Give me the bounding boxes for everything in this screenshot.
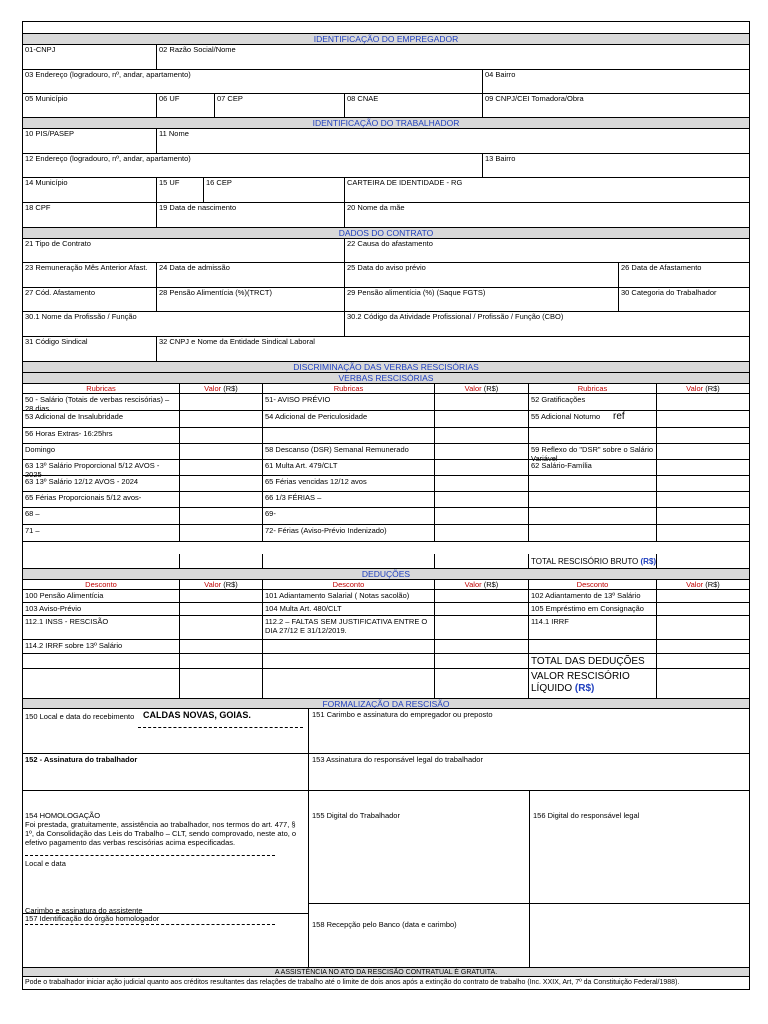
verbas-total-row <box>23 554 749 568</box>
deducao-label: 102 Adiantamento de 13º Salário <box>531 591 641 600</box>
bairro-empregador-field[interactable] <box>483 70 749 93</box>
col-rubricas-1: Rubricas <box>23 384 180 393</box>
razao-social-field[interactable] <box>157 45 749 69</box>
deducao-desconto-1 <box>23 590 180 602</box>
verbas-rubrica-label: 50 - Salário (Totais de verbas rescisórias) – 28 dias <box>25 395 170 413</box>
tomadora-field[interactable] <box>483 94 749 117</box>
cod-afastamento-field[interactable] <box>23 288 157 311</box>
verbas-valor-3[interactable] <box>657 525 749 541</box>
verbas-rubrica-label: 63 13º Salário 12/12 AVOS - 2024 <box>25 477 139 486</box>
cep-trabalhador-label: 16 CEP <box>206 178 232 187</box>
verbas-valor-1[interactable] <box>180 508 263 524</box>
endereco-empregador-label: 03 Endereço (logradouro, nº, andar, apartamento) <box>25 70 191 79</box>
deducoes-column-headers <box>23 580 749 590</box>
verbas-rubrica-1 <box>23 428 180 443</box>
digital-trabalhador-label: 155 Digital do Trabalhador <box>312 811 400 820</box>
section-header-trabalhador: IDENTIFICAÇÃO DO TRABALHADOR <box>23 118 749 129</box>
verbas-row <box>23 460 749 479</box>
col-desconto-2: Desconto <box>263 580 435 589</box>
verbas-valor-1[interactable] <box>180 428 263 443</box>
verbas-valor-1[interactable] <box>180 460 263 475</box>
verbas-valor-3[interactable] <box>657 394 749 410</box>
verbas-rubrica-3 <box>529 460 657 475</box>
verbas-rubrica-2 <box>263 508 435 524</box>
cnpj-field[interactable] <box>23 45 157 69</box>
deducao-label: 101 Adiantamento Salarial ( Notas sacolão) <box>265 591 410 600</box>
cnpj-label: 01-CNPJ <box>25 45 56 54</box>
verbas-rubrica-label: 69- <box>265 509 276 518</box>
verbas-valor-3[interactable] <box>657 476 749 491</box>
deducao-desconto-3 <box>529 603 657 615</box>
top-blank-row <box>23 22 749 34</box>
verbas-rubrica-2 <box>263 525 435 541</box>
deducao-valor-2[interactable] <box>435 603 529 615</box>
deducao-desconto-3 <box>529 590 657 602</box>
verbas-valor-1[interactable] <box>180 444 263 459</box>
footer-gratuita: A ASSISTÊNCIA NO ATO DA RESCISÃO CONTRATUAL É GRATUITA. <box>23 967 749 977</box>
cpf-field[interactable] <box>23 203 157 227</box>
col-rubricas-3: Rubricas <box>529 384 657 393</box>
verbas-rubrica-label: Domingo <box>25 445 56 454</box>
deducoes-row <box>23 590 749 603</box>
verbas-valor-3[interactable] <box>657 444 749 459</box>
total-bruto-value[interactable] <box>657 554 749 568</box>
verbas-valor-2[interactable] <box>435 444 529 459</box>
local-data-recebimento-field[interactable] <box>23 709 308 753</box>
rg-field[interactable] <box>345 178 749 202</box>
deducao-valor-2[interactable] <box>435 640 529 653</box>
local-e-data-label: Local e data <box>25 859 66 868</box>
verbas-row <box>23 525 749 542</box>
assinatura-trabalhador-label: 152 - Assinatura do trabalhador <box>25 755 138 764</box>
deducoes-row <box>23 640 749 654</box>
municipio-trabalhador-field[interactable] <box>23 178 157 202</box>
cbo-label: 30.2 Código da Atividade Profissional / Profissão / Função (CBO) <box>347 312 564 321</box>
verbas-rubrica-2 <box>263 394 435 410</box>
col-ded-valor-3: Valor (R$) <box>686 580 720 589</box>
cnae-field[interactable] <box>345 94 483 117</box>
municipio-empregador-field[interactable] <box>23 94 157 117</box>
section-header-formalizacao: FORMALIZAÇÃO DA RESCISÃO <box>23 698 749 709</box>
trct-form <box>22 21 750 990</box>
verbas-row <box>23 508 749 525</box>
verbas-rubrica-2 <box>263 444 435 459</box>
verbas-rubrica-label: 53 Adicional de Insalubridade <box>25 412 123 421</box>
verbas-rubrica-label: 55 Adicional Noturno <box>531 412 601 421</box>
codigo-sindical-label: 31 Código Sindical <box>25 337 88 346</box>
deducao-label: 105 Empréstimo em Consignação <box>531 604 644 613</box>
verbas-valor-2[interactable] <box>435 460 529 475</box>
cep-empregador-label: 07 CEP <box>217 94 243 103</box>
total-deducoes-value[interactable] <box>657 654 749 668</box>
liquido-label-cell <box>529 669 657 698</box>
digital-trabalhador-field[interactable] <box>308 790 529 903</box>
section-header-empregador: IDENTIFICAÇÃO DO EMPREGADOR <box>23 34 749 45</box>
admissao-label: 24 Data de admissão <box>159 263 230 272</box>
liq-blank-1 <box>23 669 180 698</box>
nascimento-label: 19 Data de nascimento <box>159 203 237 212</box>
liquido-row <box>23 669 749 698</box>
verbas-rubrica-3 <box>529 444 657 463</box>
verbas-total-blank-2 <box>180 554 263 568</box>
deducao-label: 103 Aviso-Prévio <box>25 604 82 613</box>
verbas-rubrica-3 <box>529 492 657 507</box>
causa-afastamento-label: 22 Causa do afastamento <box>347 239 433 248</box>
recepcao-banco-label: 158 Recepção pelo Banco (data e carimbo) <box>312 920 457 929</box>
cidade-value: CALDAS NOVAS, GOIAS. <box>143 710 251 720</box>
col-rubricas-2: Rubricas <box>263 384 435 393</box>
verbas-valor-1[interactable] <box>180 394 263 410</box>
deducao-valor-1[interactable] <box>180 603 263 615</box>
digital-responsavel-field[interactable] <box>529 790 749 903</box>
entidade-sindical-label: 32 CNPJ e Nome da Entidade Sindical Laboral <box>159 337 315 346</box>
deducao-valor-3[interactable] <box>657 603 749 615</box>
codigo-sindical-field[interactable] <box>23 337 157 361</box>
verbas-rubrica-3 <box>529 476 657 491</box>
liq-blank-4 <box>435 669 529 698</box>
municipio-trabalhador-label: 14 Município <box>25 178 68 187</box>
verbas-row <box>23 411 749 428</box>
row-municipio-empregador <box>23 94 749 118</box>
orgao-homologador-label: 157 Identificação do órgão homologador <box>25 914 160 923</box>
verbas-rubrica-3 <box>529 428 657 443</box>
deducoes-row <box>23 616 749 640</box>
deducao-valor-1[interactable] <box>180 616 263 639</box>
footer-aviso-judicial: Pode o trabalhador iniciar ação judicial quanto aos créditos resultantes das relações de trabalho até o limite de dois anos após a extinção do contrato de trabalho (Inc. XXIX, Art, 7º da Constituição Federal/1988). <box>25 979 680 986</box>
deducao-desconto-3 <box>529 616 657 639</box>
deducao-desconto-1 <box>23 640 180 653</box>
row-endereco-trabalhador <box>23 154 749 178</box>
verbas-rubrica-label: 51- AVISO PRÉVIO <box>265 395 331 404</box>
row-endereco-empregador <box>23 70 749 94</box>
deducao-label: 112.1 INSS - RESCISÃO <box>25 617 109 626</box>
tipo-contrato-label: 21 Tipo de Contrato <box>25 239 91 248</box>
deducao-desconto-2 <box>263 640 435 653</box>
deducao-valor-3[interactable] <box>657 616 749 639</box>
cep-empregador-field[interactable] <box>215 94 345 117</box>
verbas-rubrica-1 <box>23 444 180 459</box>
carimbo-assistente-label: Carimbo e assinatura do assistente <box>25 906 143 915</box>
deducao-valor-1[interactable] <box>180 640 263 653</box>
verbas-rubrica-label: 62 Salário-Família <box>531 461 592 470</box>
liq-blank-2 <box>180 669 263 698</box>
afastamento-field[interactable] <box>619 263 749 287</box>
total-deducoes-label-cell <box>529 654 657 668</box>
col-ded-valor-1: Valor (R$) <box>180 580 263 589</box>
verbas-valor-3[interactable] <box>657 508 749 524</box>
ded-total-blank-4 <box>435 654 529 668</box>
verbas-row <box>23 492 749 508</box>
verbas-row <box>23 394 749 411</box>
nascimento-field[interactable] <box>157 203 345 227</box>
section-header-deducoes: DEDUÇÕES <box>23 568 749 580</box>
verbas-rubrica-2 <box>263 476 435 491</box>
verbas-rubrica-2 <box>263 411 435 427</box>
mae-field[interactable] <box>345 203 749 227</box>
deducao-valor-3[interactable] <box>657 640 749 653</box>
verbas-rubrica-1 <box>23 525 180 541</box>
deducao-desconto-2 <box>263 603 435 615</box>
homologacao-field[interactable] <box>23 790 308 913</box>
deducao-label: 104 Multa Art. 480/CLT <box>265 604 342 613</box>
cep-trabalhador-field[interactable] <box>204 178 345 202</box>
categoria-label: 30 Categoria do Trabalhador <box>621 288 717 297</box>
verbas-rubrica-label: 58 Descanso (DSR) Semanal Remunerado <box>265 445 409 454</box>
categoria-field[interactable] <box>619 288 749 311</box>
assinatura-responsavel-field[interactable] <box>308 753 749 790</box>
verbas-rubrica-label: 65 Férias vencidas 12/12 avos <box>265 477 367 486</box>
nome-label: 11 Nome <box>159 129 189 138</box>
verbas-rubrica-1 <box>23 460 180 479</box>
verbas-rubrica-2 <box>263 492 435 507</box>
mae-label: 20 Nome da mãe <box>347 203 405 212</box>
tipo-contrato-field[interactable] <box>23 239 345 262</box>
col-desconto-3: Desconto <box>529 580 657 589</box>
verbas-valor-2[interactable] <box>435 492 529 507</box>
verbas-rubrica-1 <box>23 476 180 491</box>
col-desconto-1: Desconto <box>23 580 180 589</box>
row-cnpj-razao <box>23 45 749 70</box>
verbas-rubrica-label: 72- Férias (Aviso-Prévio Indenizado) <box>265 526 387 535</box>
row-cod-afastamento <box>23 288 749 312</box>
verbas-valor-2[interactable] <box>435 525 529 541</box>
verbas-rubrica-1 <box>23 508 180 524</box>
deducao-desconto-1 <box>23 616 180 639</box>
row-remuneracao <box>23 263 749 288</box>
verbas-valor-3[interactable] <box>657 492 749 507</box>
verbas-valor-1[interactable] <box>180 492 263 507</box>
remuneracao-label: 23 Remuneração Mês Anterior Afast. <box>25 263 148 272</box>
verbas-rubrica-label: 59 Reflexo do "DSR" sobre o Salário Variável <box>531 445 654 463</box>
deducao-valor-2[interactable] <box>435 616 529 639</box>
deducao-valor-2[interactable] <box>435 590 529 602</box>
verbas-column-headers <box>23 384 749 394</box>
digital-responsavel-label: 156 Digital do responsável legal <box>533 811 640 820</box>
assinatura-responsavel-label: 153 Assinatura do responsável legal do trabalhador <box>312 755 483 764</box>
cnae-label: 08 CNAE <box>347 94 379 103</box>
ded-total-blank-1 <box>23 654 180 668</box>
cbo-field[interactable] <box>345 312 749 336</box>
uf-trabalhador-label: 15 UF <box>159 178 180 187</box>
row-tipo-contrato <box>23 239 749 263</box>
verbas-rubrica-label: 52 Gratificações <box>531 395 586 404</box>
verbas-rubrica-label: 61 Multa Art. 479/CLT <box>265 461 338 470</box>
bairro-trabalhador-field[interactable] <box>483 154 749 177</box>
liq-blank-3 <box>263 669 435 698</box>
col-ded-valor-2: Valor (R$) <box>435 580 529 589</box>
cpf-label: 18 CPF <box>25 203 51 212</box>
aviso-previo-label: 25 Data do aviso prévio <box>347 263 426 272</box>
pensao-trct-label: 28 Pensão Alimentícia (%)(TRCT) <box>159 288 272 297</box>
homologacao-label: 154 HOMOLOGAÇÃO <box>25 811 101 820</box>
total-bruto-label: TOTAL RESCISÓRIO BRUTO (R$) <box>531 557 657 566</box>
municipio-empregador-label: 05 Município <box>25 94 68 103</box>
admissao-field[interactable] <box>157 263 345 287</box>
remuneracao-field[interactable] <box>23 263 157 287</box>
verbas-valor-3[interactable] <box>657 428 749 443</box>
verbas-valor-2[interactable] <box>435 508 529 524</box>
verbas-valor-2[interactable] <box>435 476 529 491</box>
verbas-rubrica-label: 66 1/3 FÉRIAS – <box>265 493 322 502</box>
col-valor-1: Valor (R$) <box>180 384 263 393</box>
homologacao-texto: Foi prestada, gratuitamente, assistência ao trabalhador, nos termos do art. 477, § 1º, da Consolidação das Leis do Trabalho – CLT, sendo comprovado, neste ato, o efetivo pagamento das verbas rescisórias acima especificadas. <box>25 820 297 847</box>
deducao-label: 114.1 IRRF <box>531 617 569 626</box>
verbas-row <box>23 444 749 463</box>
verbas-rubrica-1 <box>23 411 180 427</box>
pensao-trct-field[interactable] <box>157 288 345 311</box>
deducao-valor-1[interactable] <box>180 590 263 602</box>
local-data-label: 150 Local e data do recebimento <box>25 712 135 721</box>
verbas-rubrica-label: 68 – <box>25 509 40 518</box>
afastamento-label: 26 Data de Afastamento <box>621 263 702 272</box>
row-cpf <box>23 203 749 228</box>
verbas-valor-2[interactable] <box>435 394 529 410</box>
verbas-valor-1[interactable] <box>180 525 263 541</box>
row-municipio-trabalhador <box>23 178 749 203</box>
profissao-label: 30.1 Nome da Profissão / Função <box>25 312 137 321</box>
deducao-valor-3[interactable] <box>657 590 749 602</box>
verbas-rubrica-3 <box>529 525 657 541</box>
pis-label: 10 PIS/PASEP <box>25 129 75 138</box>
verbas-valor-2[interactable] <box>435 428 529 443</box>
section-header-verbas: DISCRIMINAÇÃO DAS VERBAS RESCISÓRIAS <box>23 362 749 373</box>
uf-trabalhador-field[interactable] <box>157 178 204 202</box>
cod-afastamento-label: 27 Cód. Afastamento <box>25 288 96 297</box>
bairro-empregador-label: 04 Bairro <box>485 70 516 79</box>
section-header-contrato: DADOS DO CONTRATO <box>23 228 749 239</box>
deducao-label: 112.2 – FALTAS SEM JUSTIFICATIVA ENTRE O DIA 27/12 E 31/12/2019. <box>265 617 428 635</box>
razao-social-label: 02 Razão Social/Nome <box>159 45 236 54</box>
adicional-noturno-ref: ref <box>613 411 625 422</box>
row-pis-nome <box>23 129 749 154</box>
uf-empregador-field[interactable] <box>157 94 215 117</box>
deducao-desconto-1 <box>23 603 180 615</box>
formalizacao-area <box>23 709 749 967</box>
deducao-desconto-2 <box>263 616 435 639</box>
causa-afastamento-field[interactable] <box>345 239 749 262</box>
deducoes-row <box>23 603 749 616</box>
endereco-trabalhador-field[interactable] <box>23 154 483 177</box>
verbas-valor-1[interactable] <box>180 476 263 491</box>
aviso-previo-field[interactable] <box>345 263 619 287</box>
orgao-homologador-field[interactable] <box>23 913 308 967</box>
bairro-trabalhador-label: 13 Bairro <box>485 154 516 163</box>
verbas-valor-3[interactable] <box>657 411 749 427</box>
verbas-rubrica-1 <box>23 394 180 413</box>
verbas-rubrica-label: 56 Horas Extras- 16:25hrs <box>25 429 113 438</box>
carimbo-empregador-label: 151 Carimbo e assinatura do empregador ou preposto <box>312 710 493 719</box>
verbas-valor-1[interactable] <box>180 411 263 427</box>
verbas-rubrica-label: 71 – <box>25 526 40 535</box>
deducoes-table <box>23 580 749 698</box>
verbas-rubrica-1 <box>23 492 180 507</box>
row-profissao <box>23 312 749 337</box>
total-deducoes-label: TOTAL DAS DEDUÇÕES <box>531 656 645 667</box>
row-sindical <box>23 337 749 362</box>
endereco-trabalhador-label: 12 Endereço (logradouro, nº, andar, apartamento) <box>25 154 191 163</box>
deducao-label: 100 Pensão Alimentícia <box>25 591 104 600</box>
rg-label: CARTEIRA DE IDENTIDADE - RG <box>347 178 463 187</box>
uf-empregador-label: 06 UF <box>159 94 180 103</box>
assinatura-trabalhador-field[interactable] <box>23 753 308 790</box>
deducao-label: 114.2 IRRF sobre 13º Salário <box>25 641 123 650</box>
verbas-rubrica-2 <box>263 428 435 443</box>
col-valor-3: Valor (R$) <box>686 384 720 393</box>
deducao-desconto-2 <box>263 590 435 602</box>
verbas-rubrica-3 <box>529 394 657 410</box>
pis-field[interactable] <box>23 129 157 153</box>
nome-field[interactable] <box>157 129 749 153</box>
deducao-desconto-3 <box>529 640 657 653</box>
verbas-total-blank-3 <box>263 554 435 568</box>
profissao-field[interactable] <box>23 312 345 336</box>
verbas-rubrica-3 <box>529 508 657 524</box>
verbas-total-blank-1 <box>23 554 180 568</box>
verbas-table <box>23 384 749 568</box>
verbas-valor-2[interactable] <box>435 411 529 427</box>
verbas-row <box>23 476 749 492</box>
verbas-rubrica-label: 63 13º Salário Proporcional 5/12 AVOS - 2025 <box>25 461 160 479</box>
liquido-value[interactable] <box>657 669 749 698</box>
liquido-label: VALOR RESCISÓRIO LÍQUIDO (R$) <box>531 671 630 694</box>
tomadora-label: 09 CNPJ/CEI Tomadora/Obra <box>485 94 584 103</box>
total-deducoes-row <box>23 654 749 669</box>
verbas-row <box>23 428 749 444</box>
verbas-rubrica-2 <box>263 460 435 475</box>
recepcao-banco-field[interactable] <box>308 903 749 967</box>
total-bruto-label-cell <box>529 554 657 568</box>
verbas-rubrica-label: 54 Adicional de Periculosidade <box>265 412 368 421</box>
verbas-total-blank-4 <box>435 554 529 568</box>
verbas-valor-3[interactable] <box>657 460 749 475</box>
verbas-rubrica-3 <box>529 411 657 427</box>
verbas-rubrica-label: 65 Férias Proporcionais 5/12 avos- <box>25 493 142 502</box>
carimbo-empregador-field[interactable] <box>308 709 749 753</box>
ded-total-blank-3 <box>263 654 435 668</box>
section-subheader-verbas: VERBAS RESCISÓRIAS <box>23 373 749 384</box>
ded-total-blank-2 <box>180 654 263 668</box>
entidade-sindical-field[interactable] <box>157 337 749 361</box>
col-valor-2: Valor (R$) <box>435 384 529 393</box>
pensao-fgts-label: 29 Pensão alimentícia (%) (Saque FGTS) <box>347 288 486 297</box>
endereco-empregador-field[interactable] <box>23 70 483 93</box>
pensao-fgts-field[interactable] <box>345 288 619 311</box>
